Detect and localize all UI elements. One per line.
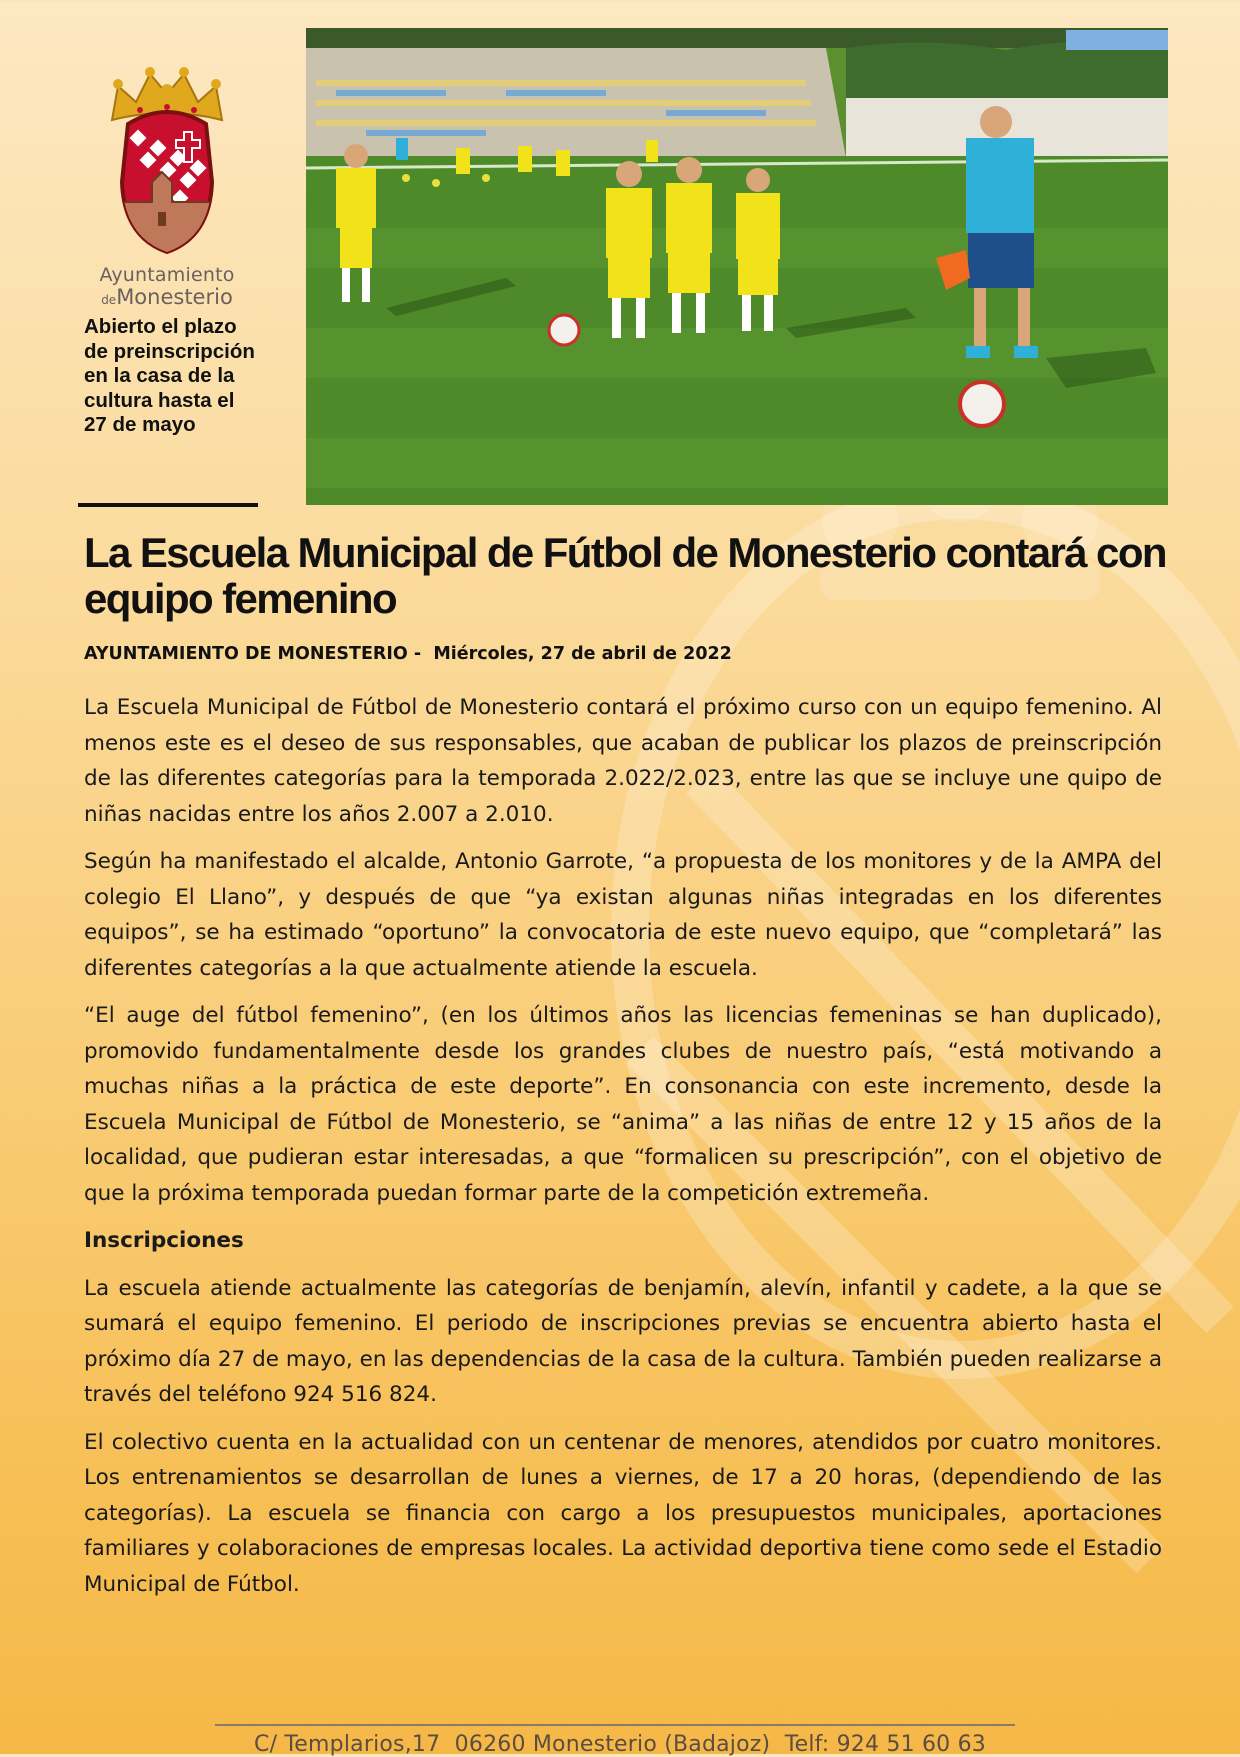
side-note: Abierto el plazo de preinscripción en la casa de la cultura hasta el 27 de mayo [84, 315, 255, 437]
byline [84, 644, 1174, 664]
logo-line2-name: Monesterio [116, 284, 233, 309]
footer-address: C/ Templarios,17 06260 Monesterio (Badajoz) Telf: 924 51 60 63 [254, 1732, 986, 1757]
article-headline: La Escuela Municipal de Fútbol de Monesterio contará con equipo femenino [84, 529, 1166, 622]
paragraph-4: La escuela atiende actualmente las categorías de benjamín, alevín, infantil y cadete, a la que se sumará el equipo femenino. El periodo de inscripciones previas se encuentra abierto hasta el próximo día 27 de mayo, en las dependencias de la casa de la cultura. También pueden realizarse a través del teléfono 924 516 824. [84, 1275, 1162, 1407]
paragraph-1: La Escuela Municipal de Fútbol de Monesterio contará el próximo curso con un equipo femenino. Al menos este es el deseo de sus responsables, que acaban de publicar los plazos de preinscripción de las diferentes categorías para la temporada 2.022/2.023, entre las que se incluye une quipo de niñas nacidas entre los años 2.007 a 2.010. [84, 695, 1162, 827]
side-note-divider [78, 503, 258, 507]
subheading-inscripciones: Inscripciones [84, 1228, 244, 1253]
byline-separator: - [407, 644, 434, 664]
byline-date: Miércoles, 27 de abril de 2022 [433, 644, 732, 664]
paragraph-3: “El auge del fútbol femenino”, (en los últimos años las licencias femeninas se han duplicado), promovido fundamentalmente desde los grandes clubes de nuestro país, “está motivando a muchas niñas a la práctica de este deporte”. En consonancia con este incremento, desde la Escuela Municipal de Fútbol de Monesterio, se “anima” a las niñas de entre 12 y 15 años de la localidad, que pudieran estar interesadas, a que “formalicen su prescripción”, con el objetivo de que la próxima temporada puedan formar parte de la competición extremeña. [84, 1003, 1162, 1206]
paragraph-5: El colectivo cuenta en la actualidad con un centenar de menores, atendidos por cuatro monitores. Los entrenamientos se desarrollan de lunes a viernes, de 17 a 20 horas, (dependiendo de las categorías). La escuela se financia con cargo a los presupuestos municipales, aportaciones familiares y colaboraciones de empresas locales. La actividad deportiva tiene como sede el Estadio Municipal de Fútbol. [84, 1429, 1162, 1597]
paragraph-2: Según ha manifestado el alcalde, Antonio Garrote, “a propuesta de los monitores y de la AMPA del colegio El Llano”, y después de que “ya existan algunas niñas integradas en los diferentes equipos”, se ha estimado “oportuno” la convocatoria de este nuevo equipo, que “completará” las diferentes categorías a la que actualmente atiende la escuela. [84, 849, 1162, 981]
logo-line2 [92, 286, 242, 308]
municipality-logo [92, 62, 242, 308]
logo-line1: Ayuntamiento [99, 264, 235, 286]
football-training-photo [306, 28, 1168, 505]
footer-divider [215, 1724, 1015, 1726]
article-body [84, 690, 1162, 1614]
logo-line2-prefix: de [101, 292, 117, 307]
photo-illustration [306, 28, 1168, 505]
coat-of-arms-icon [92, 62, 242, 257]
byline-source: AYUNTAMIENTO DE MONESTERIO [84, 644, 408, 664]
